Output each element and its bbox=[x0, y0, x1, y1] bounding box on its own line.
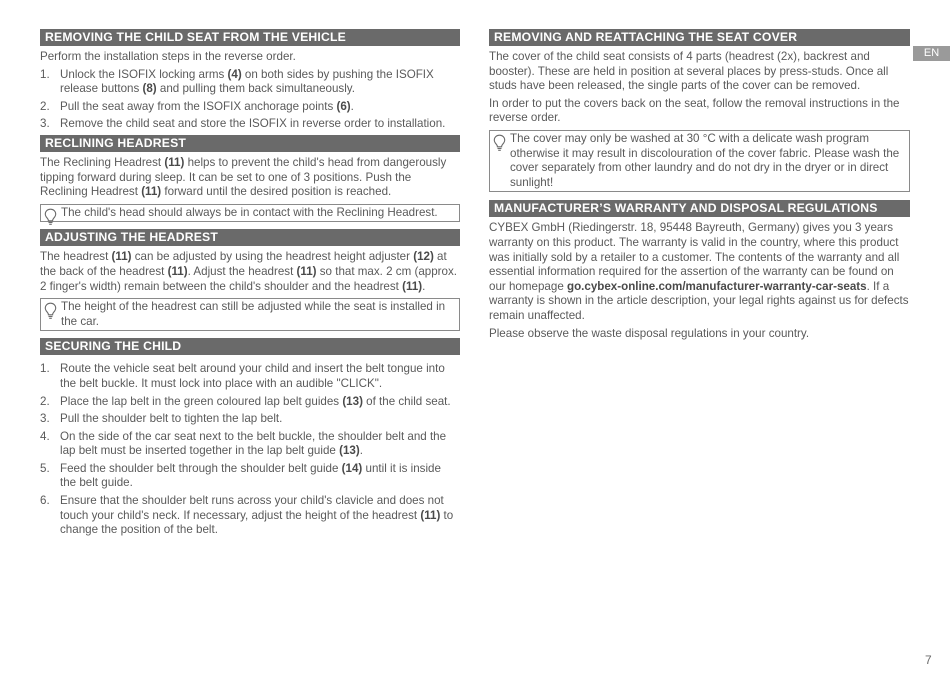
lightbulb-icon bbox=[493, 134, 506, 152]
list-item: 4. On the side of the car seat next to the belt buckle, the shoulder belt and the lap belt must be inserted together in the lap belt guide (13). bbox=[40, 429, 447, 458]
list-item: 3. Pull the shoulder belt to tighten the lap belt. bbox=[40, 412, 283, 426]
step-number: 2. bbox=[40, 99, 50, 113]
note-box bbox=[40, 204, 460, 223]
note-text: The height of the headrest can still be adjusted while the seat is installed in the car. bbox=[61, 300, 446, 328]
language-tab: EN bbox=[913, 46, 950, 61]
paragraph: Please observe the waste disposal regulations in your country. bbox=[489, 326, 810, 340]
list-item bbox=[40, 100, 460, 115]
step-text: and pulling them back simultaneously. bbox=[156, 82, 355, 96]
note-text: The child's head should always be in contact with the Reclining Headrest. bbox=[61, 205, 438, 219]
paragraph: The headrest (11) can be adjusted by using the headrest height adjuster (12) at the back of the headrest (11). Adjust the headrest (11) so that max. 2 cm (approx. 2 finger's width) remain between the child's shoulder and the headrest (11). bbox=[40, 250, 457, 293]
step-text: Unlock the ISOFIX locking arms bbox=[60, 67, 228, 81]
step-number: 1. bbox=[40, 67, 50, 81]
section-adjusting-headrest bbox=[40, 229, 460, 331]
step-text: . bbox=[350, 99, 354, 113]
list-item: 1. Route the vehicle seat belt around your child and insert the belt tongue into the belt buckle. It must lock into place with an audible "CLICK". bbox=[40, 362, 445, 390]
step-text: Remove the child seat and store the ISOFIX in reverse order to installation. bbox=[60, 117, 446, 131]
step-number: 3. bbox=[40, 117, 50, 131]
section-heading: REMOVING AND REATTACHING THE SEAT COVER bbox=[489, 29, 910, 46]
list-item: 2. Place the lap belt in the green coloured lap belt guides (13) of the child seat. bbox=[40, 394, 451, 408]
paragraph: In order to put the covers back on the seat, follow the removal instructions in the reverse order. bbox=[489, 96, 900, 125]
steps-list bbox=[40, 362, 460, 538]
section-heading: RECLINING HEADREST bbox=[40, 135, 460, 152]
part-ref: (6) bbox=[336, 99, 351, 113]
list-item bbox=[40, 117, 460, 132]
section-heading: SECURING THE CHILD bbox=[40, 338, 460, 355]
note-text: The cover may only be washed at 30 °C with a delicate wash program otherwise it may result in discolouration of the cover fabric. Please wash the cover separately from other laundry and do not dry in the dryer or in direct sunlight! bbox=[510, 131, 900, 189]
list-item: 5. Feed the shoulder belt through the shoulder belt guide (14) until it is inside the belt guide. bbox=[40, 461, 441, 490]
part-ref: (4) bbox=[227, 67, 242, 81]
section-removing-child-seat bbox=[40, 29, 460, 132]
section-heading: MANUFACTURER’S WARRANTY AND DISPOSAL REGULATIONS bbox=[489, 200, 910, 217]
section-reclining-headrest bbox=[40, 135, 460, 222]
paragraph: The Reclining Headrest (11) helps to prevent the child's head from dangerously tipping forward during sleep. It can be set to one of 3 positions. Push the Reclining Headrest (11) forward until the desired position is reached. bbox=[40, 155, 447, 199]
step-text: on both sides by pushing the ISOFIX release buttons bbox=[60, 67, 434, 96]
steps-list bbox=[40, 68, 460, 132]
list-item bbox=[40, 68, 460, 97]
section-seat-cover bbox=[489, 29, 910, 192]
list-item: 6. Ensure that the shoulder belt runs across your child's clavicle and does not touch your child's neck. If necessary, adjust the height of the headrest (11) to change the position of the belt. bbox=[40, 494, 454, 537]
paragraph: Perform the installation steps in the reverse order. bbox=[40, 50, 296, 63]
warranty-link[interactable]: go.cybex-online.com/manufacturer-warranty-car-seats bbox=[567, 279, 867, 293]
left-column bbox=[40, 29, 460, 541]
step-text: Pull the seat away from the ISOFIX anchorage points bbox=[60, 99, 337, 113]
lightbulb-icon bbox=[44, 302, 57, 320]
note-box bbox=[40, 298, 460, 331]
section-securing-child bbox=[40, 338, 460, 538]
section-heading: REMOVING THE CHILD SEAT FROM THE VEHICLE bbox=[40, 29, 460, 46]
page-number: 7 bbox=[925, 653, 932, 667]
section-heading: ADJUSTING THE HEADREST bbox=[40, 229, 460, 246]
note-box bbox=[489, 130, 910, 192]
paragraph: The cover of the child seat consists of 4 parts (headrest (2x), backrest and booster). These are held in position at several places by press-studs. Once all studs have been released, the single parts of the cover can be removed. bbox=[489, 50, 889, 93]
part-ref: (8) bbox=[142, 82, 157, 96]
section-warranty bbox=[489, 200, 910, 341]
lightbulb-icon bbox=[44, 208, 57, 226]
paragraph: CYBEX GmbH (Riedingerstr. 18, 95448 Bayreuth, Germany) gives you 3 years warranty on this product. The warranty is valid in the country, where this product was initially sold by a retailer to a customer. The contents of the warranty and all essential information required for the assertion of the warranty can be found on our homepage go.cybex-online.com/manufacturer-warranty-car-seats. If a warranty is shown in the article description, your legal rights against us for defects remain unaffected. bbox=[489, 221, 909, 322]
right-column bbox=[489, 29, 910, 344]
